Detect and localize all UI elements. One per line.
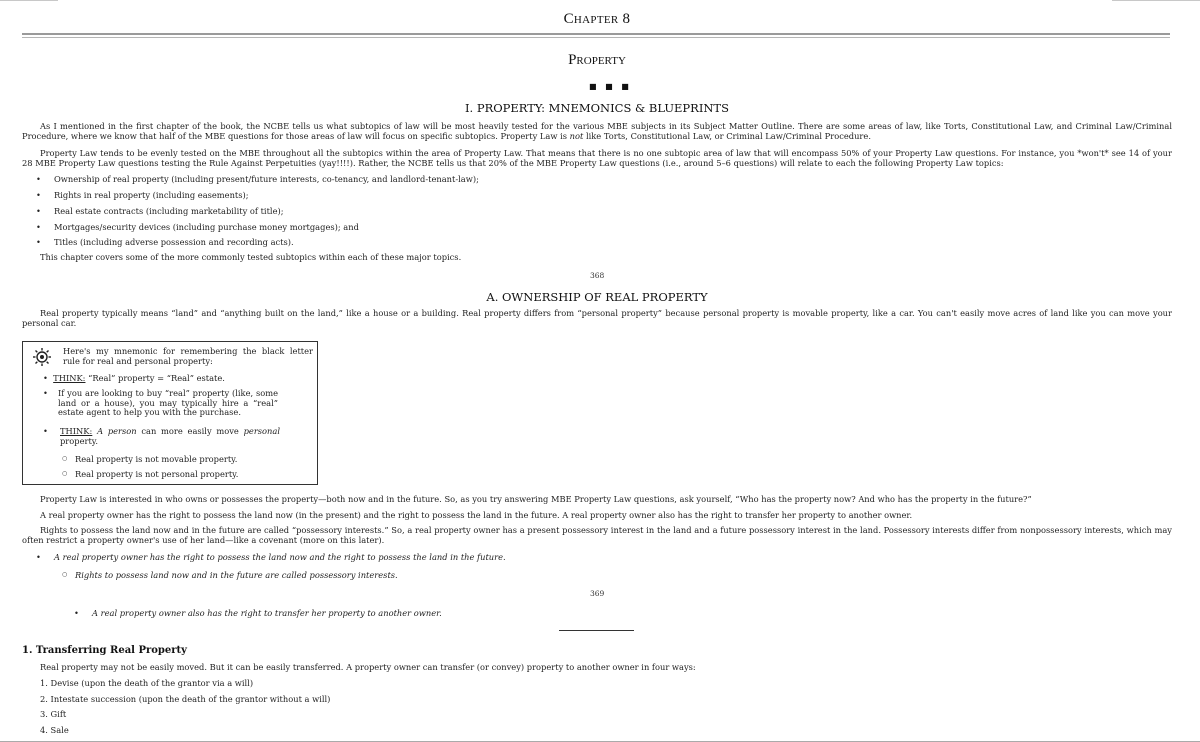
transfer-item-sale: 4. Sale bbox=[40, 725, 69, 735]
ornament-dots: ■ ■ ■ bbox=[589, 82, 632, 91]
testing-paragraph: Property Law tends to be evenly tested on the MBE throughout all the subtopics within the area of Property Law. That means that there is no one subtopic area of law that will encompass 50% of your Property Law questions. For instance, you *won't* see 14 of your 28 MBE Property Law questions testing the Rule Against Perpetuities (yay!!!!). Rather, the NCBE tells us that 20% of the MBE Property Law questions (i.e., around 5–6 questions) will relate to each the following Property Law topics: bbox=[22, 148, 1172, 168]
topic-item bbox=[40, 237, 294, 247]
possessory-interests-paragraph: Rights to possess the land now and in the future are called “possessory interests.” So, a real property owner has a present possessory interest in the land and a future possessory interest in the land. Possessory interests differ from nonpossessory interests, which may often restrict a property owner's use of her land—like a covenant (more on this later). bbox=[22, 525, 1172, 545]
mnemonic-bullet-2: • If you are looking to buy “real” property (like, some land or a house), you may typically hire a “real” estate agent to help you with the purchase. bbox=[43, 388, 278, 417]
transfer-item-devise: 1. Devise (upon the death of the grantor via a will) bbox=[40, 678, 254, 688]
mnemonic-emphasis: person bbox=[107, 426, 137, 436]
topic-text: Titles (including adverse possession and recording acts). bbox=[54, 237, 294, 247]
mnemonic-text: property. bbox=[60, 435, 99, 446]
transfer-intro: Real property may not be easily moved. But it can be easily transferred. A property owner can transfer (or convey) property to another owner in four ways: bbox=[40, 662, 696, 672]
topic-item bbox=[40, 174, 479, 184]
ownership-paragraph: Real property typically means “land” and “anything built on the land,” like a house or a building. Real property differs from “personal property” because personal property is movable property, like a car. You can't easily move acres of land like you can move your personal car. bbox=[22, 308, 1172, 328]
lightbulb-icon bbox=[32, 347, 52, 367]
mnemonic-sub-2: ○ Real property is not personal property. bbox=[75, 469, 238, 479]
transfer-item-gift: 3. Gift bbox=[40, 709, 67, 719]
mnemonic-sub-1: ○ Real property is not movable property. bbox=[75, 454, 237, 464]
topic-text: Rights in real property (including easements); bbox=[54, 190, 249, 200]
chapter-coverage-note: This chapter covers some of the more commonly tested subtopics within each of these major topics. bbox=[40, 252, 462, 262]
mnemonic-text: If you are looking to buy “real” property (like, some land or a house), you may typically hire a “real” estate agent to help you with the purchase. bbox=[58, 388, 278, 417]
page-number-369: 369 bbox=[590, 589, 605, 598]
section-heading-mnemonics: I. PROPERTY: MNEMONICS & BLUEPRINTS bbox=[464, 101, 729, 115]
think-label: THINK: bbox=[60, 426, 93, 436]
transfer-item-intestate: 2. Intestate succession (upon the death of the grantor without a will) bbox=[40, 694, 331, 704]
possession-bullet bbox=[40, 552, 506, 562]
section-heading-transferring: 1. Transferring Real Property bbox=[22, 645, 187, 656]
section-heading-ownership: A. OWNERSHIP OF REAL PROPERTY bbox=[486, 290, 708, 304]
mnemonic-box bbox=[22, 341, 318, 485]
bullet-text: A real property owner has the right to possess the land now and the right to possess the land in the future. bbox=[54, 552, 506, 562]
topic-item bbox=[40, 222, 359, 232]
mnemonic-text: can more easily move bbox=[141, 426, 239, 436]
mnemonic-bullet-1: • THINK: “Real” property = “Real” estate. bbox=[43, 373, 225, 383]
mnemonic-intro: Here's my mnemonic for remembering the black letter rule for real and personal property: bbox=[63, 346, 313, 366]
possession-sub-bullet: ○ Rights to possess land now and in the future are called possessory interests. bbox=[75, 570, 398, 580]
chapter-title: Property bbox=[568, 52, 626, 68]
topic-text: Mortgages/security devices (including purchase money mortgages); and bbox=[54, 222, 359, 232]
section-divider bbox=[559, 630, 634, 631]
intro-emphasis: not bbox=[569, 130, 584, 141]
topic-item bbox=[40, 190, 249, 200]
bullet-text: A real property owner also has the right to transfer her property to another owner. bbox=[92, 608, 442, 618]
intro-paragraph bbox=[22, 122, 1172, 141]
mnemonic-bullet-3: • THINK: A person can more easily move personal property. bbox=[43, 426, 280, 446]
intro-text: As I mentioned in the first chapter of the book, the NCBE tells us what subtopics of law will be most heavily tested for the various MBE subjects in its Subject Matter Outline. There are some areas of law, like Torts, Constitutional Law, and Criminal Law/Criminal Procedure, where we know that half of the MBE questions for those areas of law will focus on specific subtopics. Property Law is bbox=[22, 121, 1172, 141]
think-label: THINK: bbox=[53, 373, 86, 383]
intro-text-end: like Torts, Constitutional Law, or Criminal Law/Criminal Procedure. bbox=[585, 130, 871, 141]
page-number-368: 368 bbox=[590, 271, 605, 280]
mnemonic-text: A bbox=[97, 426, 104, 436]
topic-item bbox=[40, 206, 284, 216]
mnemonic-text: “Real” property = “Real” estate. bbox=[88, 373, 225, 383]
rights-paragraph: A real property owner has the right to possess the land now (in the present) and the right to possess the land in the future. A real property owner also has the right to transfer her property to another owner. bbox=[40, 510, 913, 520]
top-edge-right bbox=[1112, 0, 1200, 1]
transfer-bullet bbox=[78, 608, 442, 618]
header-rule-thin bbox=[22, 37, 1170, 38]
possession-paragraph: Property Law is interested in who owns or possesses the property—both now and in the future. So, as you try answering MBE Property Law questions, ask yourself, “Who has the property now? And who has the property in the future?” bbox=[40, 494, 1032, 504]
mnemonic-emphasis: personal bbox=[243, 426, 280, 436]
header-rule bbox=[22, 33, 1170, 35]
top-edge-left bbox=[0, 0, 58, 1]
topic-text: Real estate contracts (including marketability of title); bbox=[54, 206, 284, 216]
chapter-label: Chapter 8 bbox=[563, 11, 631, 27]
topic-text: Ownership of real property (including present/future interests, co-tenancy, and landlord-tenant-law); bbox=[54, 174, 479, 184]
